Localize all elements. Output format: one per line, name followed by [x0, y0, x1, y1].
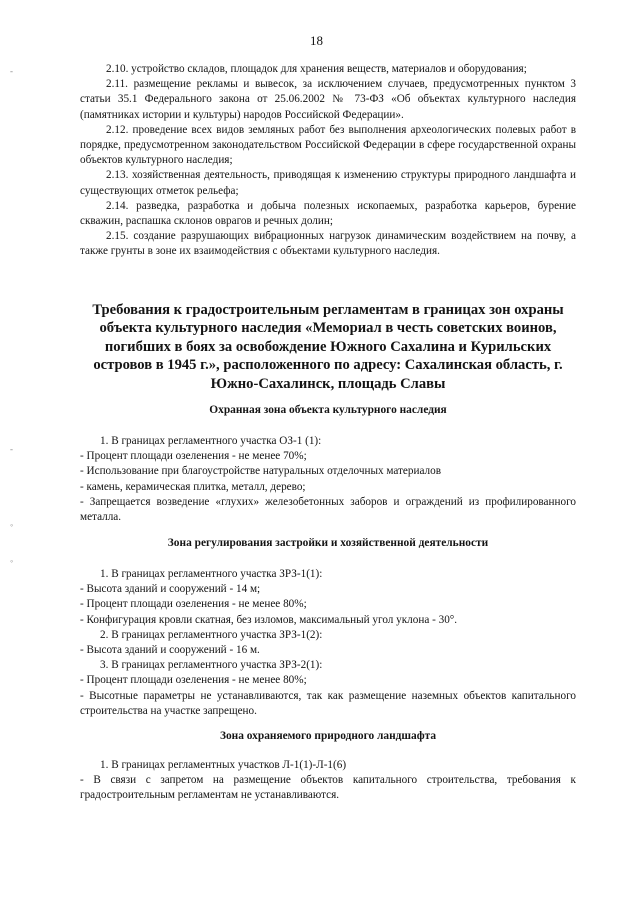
- zone-landscape-title: Зона охраняемого природного ландшафта: [219, 730, 437, 742]
- requirement-line: 2. В границах регламентного участка ЗРЗ-1(2):: [100, 628, 323, 641]
- requirement-line: - Запрещается возведение «глухих» железобетонных заборов и ограждений из профилированного металла.: [80, 495, 576, 524]
- requirement-line: - камень, керамическая плитка, металл, дерево;: [80, 480, 306, 493]
- requirement-line: - Высота зданий и сооружений - 14 м;: [80, 583, 261, 596]
- list-item: 2.14. разведка, разработка и добыча полезных ископаемых, разработка карьеров, бурение скважин, распашка склонов оврагов и речных долин;: [80, 199, 576, 228]
- page-number: 18: [310, 33, 323, 48]
- requirement-line: - Процент площади озеленения - не менее 80%;: [80, 674, 307, 687]
- list-item: 2.15. создание разрушающих вибрационных нагрузок динамическим воздействием на почву, а также грунты в зоне их взаимодействия с объектами культурного наследия.: [80, 230, 576, 258]
- scan-mark: -: [10, 66, 13, 76]
- scan-mark: -: [10, 444, 13, 454]
- zone-landscape-requirements: [80, 758, 576, 804]
- requirement-line: 1. В границах регламентных участков Л-1(1)-Л-1(6): [100, 759, 347, 771]
- scan-mark: ◦: [10, 556, 14, 566]
- list-item: 2.13. хозяйственная деятельность, приводящая к изменению структуры природного ландшафта и существующих отметок рельефа;: [80, 169, 576, 197]
- zone-protection-requirements: [80, 434, 576, 525]
- requirement-line: - Использование при благоустройстве натуральных отделочных материалов: [80, 465, 441, 478]
- section-title: Требования к градостроительным регламентам в границах зон охраны объекта культурного наследия «Мемориал в честь советских воинов, погибших в боях за освобождение Южного Сахалина и Курильских островов в 1945 г.», расположенного по адресу: Сахалинская область, г. Южно-Сахалинск, площадь Славы: [92, 302, 564, 392]
- list-item: 2.10. устройство складов, площадок для хранения веществ, материалов и оборудования;: [106, 63, 527, 75]
- prohibitions-list: [80, 62, 576, 260]
- zone-protection-title: Охранная зона объекта культурного наследия: [209, 404, 447, 416]
- requirement-line: - В связи с запретом на размещение объектов капитального строительства, требования к градостроительным регламентам не устанавливаются.: [80, 774, 576, 802]
- zone-regulation-requirements: [80, 567, 576, 719]
- requirement-line: 3. В границах регламентного участка ЗРЗ-2(1):: [100, 659, 323, 672]
- requirement-line: 1. В границах регламентного участка ОЗ-1 (1):: [100, 435, 322, 447]
- requirement-line: 1. В границах регламентного участка ЗРЗ-1(1):: [100, 568, 323, 580]
- requirement-line: - Конфигурация кровли скатная, без изломов, максимальный угол уклона - 30°.: [80, 613, 458, 626]
- requirement-line: - Высота зданий и сооружений - 16 м.: [80, 644, 260, 657]
- list-item: 2.11. размещение рекламы и вывесок, за исключением случаев, предусмотренных пунктом 3 статьи 35.1 Федерального закона от 25.06.2002 № 73-ФЗ «Об объектах культурного наследия (памятниках истории и культуры) народов Российской Федерации».: [80, 78, 576, 121]
- list-item: 2.12. проведение всех видов земляных работ без выполнения археологических полевых работ в порядке, предусмотренном законодательством Российской Федерации в сфере государственной охраны объектов культурного наследия;: [80, 123, 576, 167]
- requirement-line: - Процент площади озеленения - не менее 80%;: [80, 598, 307, 611]
- zone-regulation-title: Зона регулирования застройки и хозяйственной деятельности: [167, 537, 489, 549]
- scan-mark: ◦: [10, 520, 14, 530]
- requirement-line: - Процент площади озеленения - не менее 70%;: [80, 450, 307, 463]
- requirement-line: - Высотные параметры не устанавливаются, так как размещение наземных объектов капитального строительства на участке запрещено.: [80, 689, 576, 717]
